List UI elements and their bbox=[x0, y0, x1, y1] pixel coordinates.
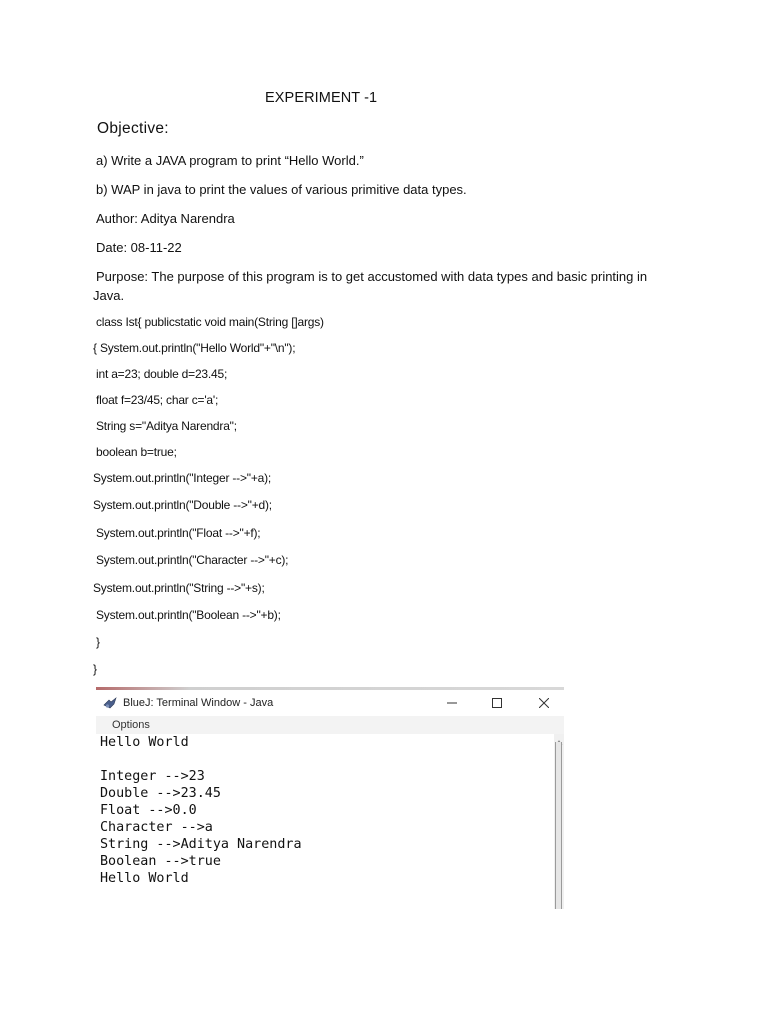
author-line: Author: Aditya Narendra bbox=[96, 211, 235, 226]
terminal-window bbox=[96, 687, 564, 909]
output-line: Boolean -->true bbox=[100, 854, 221, 869]
code-line: int a=23; double d=23.45; bbox=[96, 367, 228, 381]
output-line: Integer -->23 bbox=[100, 769, 205, 784]
minimize-button[interactable] bbox=[438, 692, 466, 714]
maximize-button[interactable] bbox=[483, 692, 511, 714]
purpose-paragraph: Purpose: The purpose of this program is to get accustomed with data types and basic printing in Java. bbox=[93, 269, 648, 303]
objective-a: a) Write a JAVA program to print “Hello World.” bbox=[96, 153, 364, 168]
menu-options[interactable]: Options bbox=[112, 719, 150, 731]
output-line: Character -->a bbox=[100, 820, 213, 835]
code-line: } bbox=[96, 635, 100, 649]
scroll-up-icon[interactable] bbox=[555, 734, 563, 742]
code-line: System.out.println("Integer -->"+a); bbox=[93, 471, 272, 485]
code-line: System.out.println("Character -->"+c); bbox=[96, 553, 289, 567]
code-line: System.out.println("Double -->"+d); bbox=[93, 498, 272, 512]
terminal-output[interactable] bbox=[96, 734, 554, 909]
output-line: Hello World bbox=[100, 871, 189, 886]
minimize-icon bbox=[447, 698, 457, 708]
objective-b: b) WAP in java to print the values of various primitive data types. bbox=[96, 182, 467, 197]
date-line: Date: 08-11-22 bbox=[96, 240, 182, 255]
objective-heading: Objective: bbox=[97, 120, 169, 137]
title-bar[interactable] bbox=[96, 690, 564, 716]
bluej-icon bbox=[103, 696, 117, 710]
output-line: Float -->0.0 bbox=[100, 803, 197, 818]
code-line: float f=23/45; char c='a'; bbox=[96, 393, 219, 407]
vertical-scrollbar[interactable] bbox=[554, 734, 564, 909]
code-line: System.out.println("Float -->"+f); bbox=[96, 526, 261, 540]
output-line: String -->Aditya Narendra bbox=[100, 837, 302, 852]
code-line: } bbox=[93, 662, 97, 676]
code-line: { System.out.println("Hello World"+"\n"); bbox=[93, 341, 296, 355]
code-line: boolean b=true; bbox=[96, 445, 177, 459]
close-button[interactable] bbox=[530, 692, 558, 714]
code-line: System.out.println("Boolean -->"+b); bbox=[96, 608, 281, 622]
scrollbar-thumb[interactable] bbox=[555, 742, 562, 909]
close-icon bbox=[539, 698, 549, 708]
code-line: class Ist{ publicstatic void main(String []args) bbox=[96, 315, 324, 329]
window-title: BlueJ: Terminal Window - Java bbox=[123, 697, 274, 709]
maximize-icon bbox=[492, 698, 502, 708]
experiment-title: EXPERIMENT -1 bbox=[265, 90, 378, 106]
menu-bar bbox=[96, 716, 564, 734]
code-line: System.out.println("String -->"+s); bbox=[93, 581, 265, 595]
output-line: Double -->23.45 bbox=[100, 786, 221, 801]
output-line: Hello World bbox=[100, 735, 189, 750]
code-line: String s="Aditya Narendra"; bbox=[96, 419, 237, 433]
